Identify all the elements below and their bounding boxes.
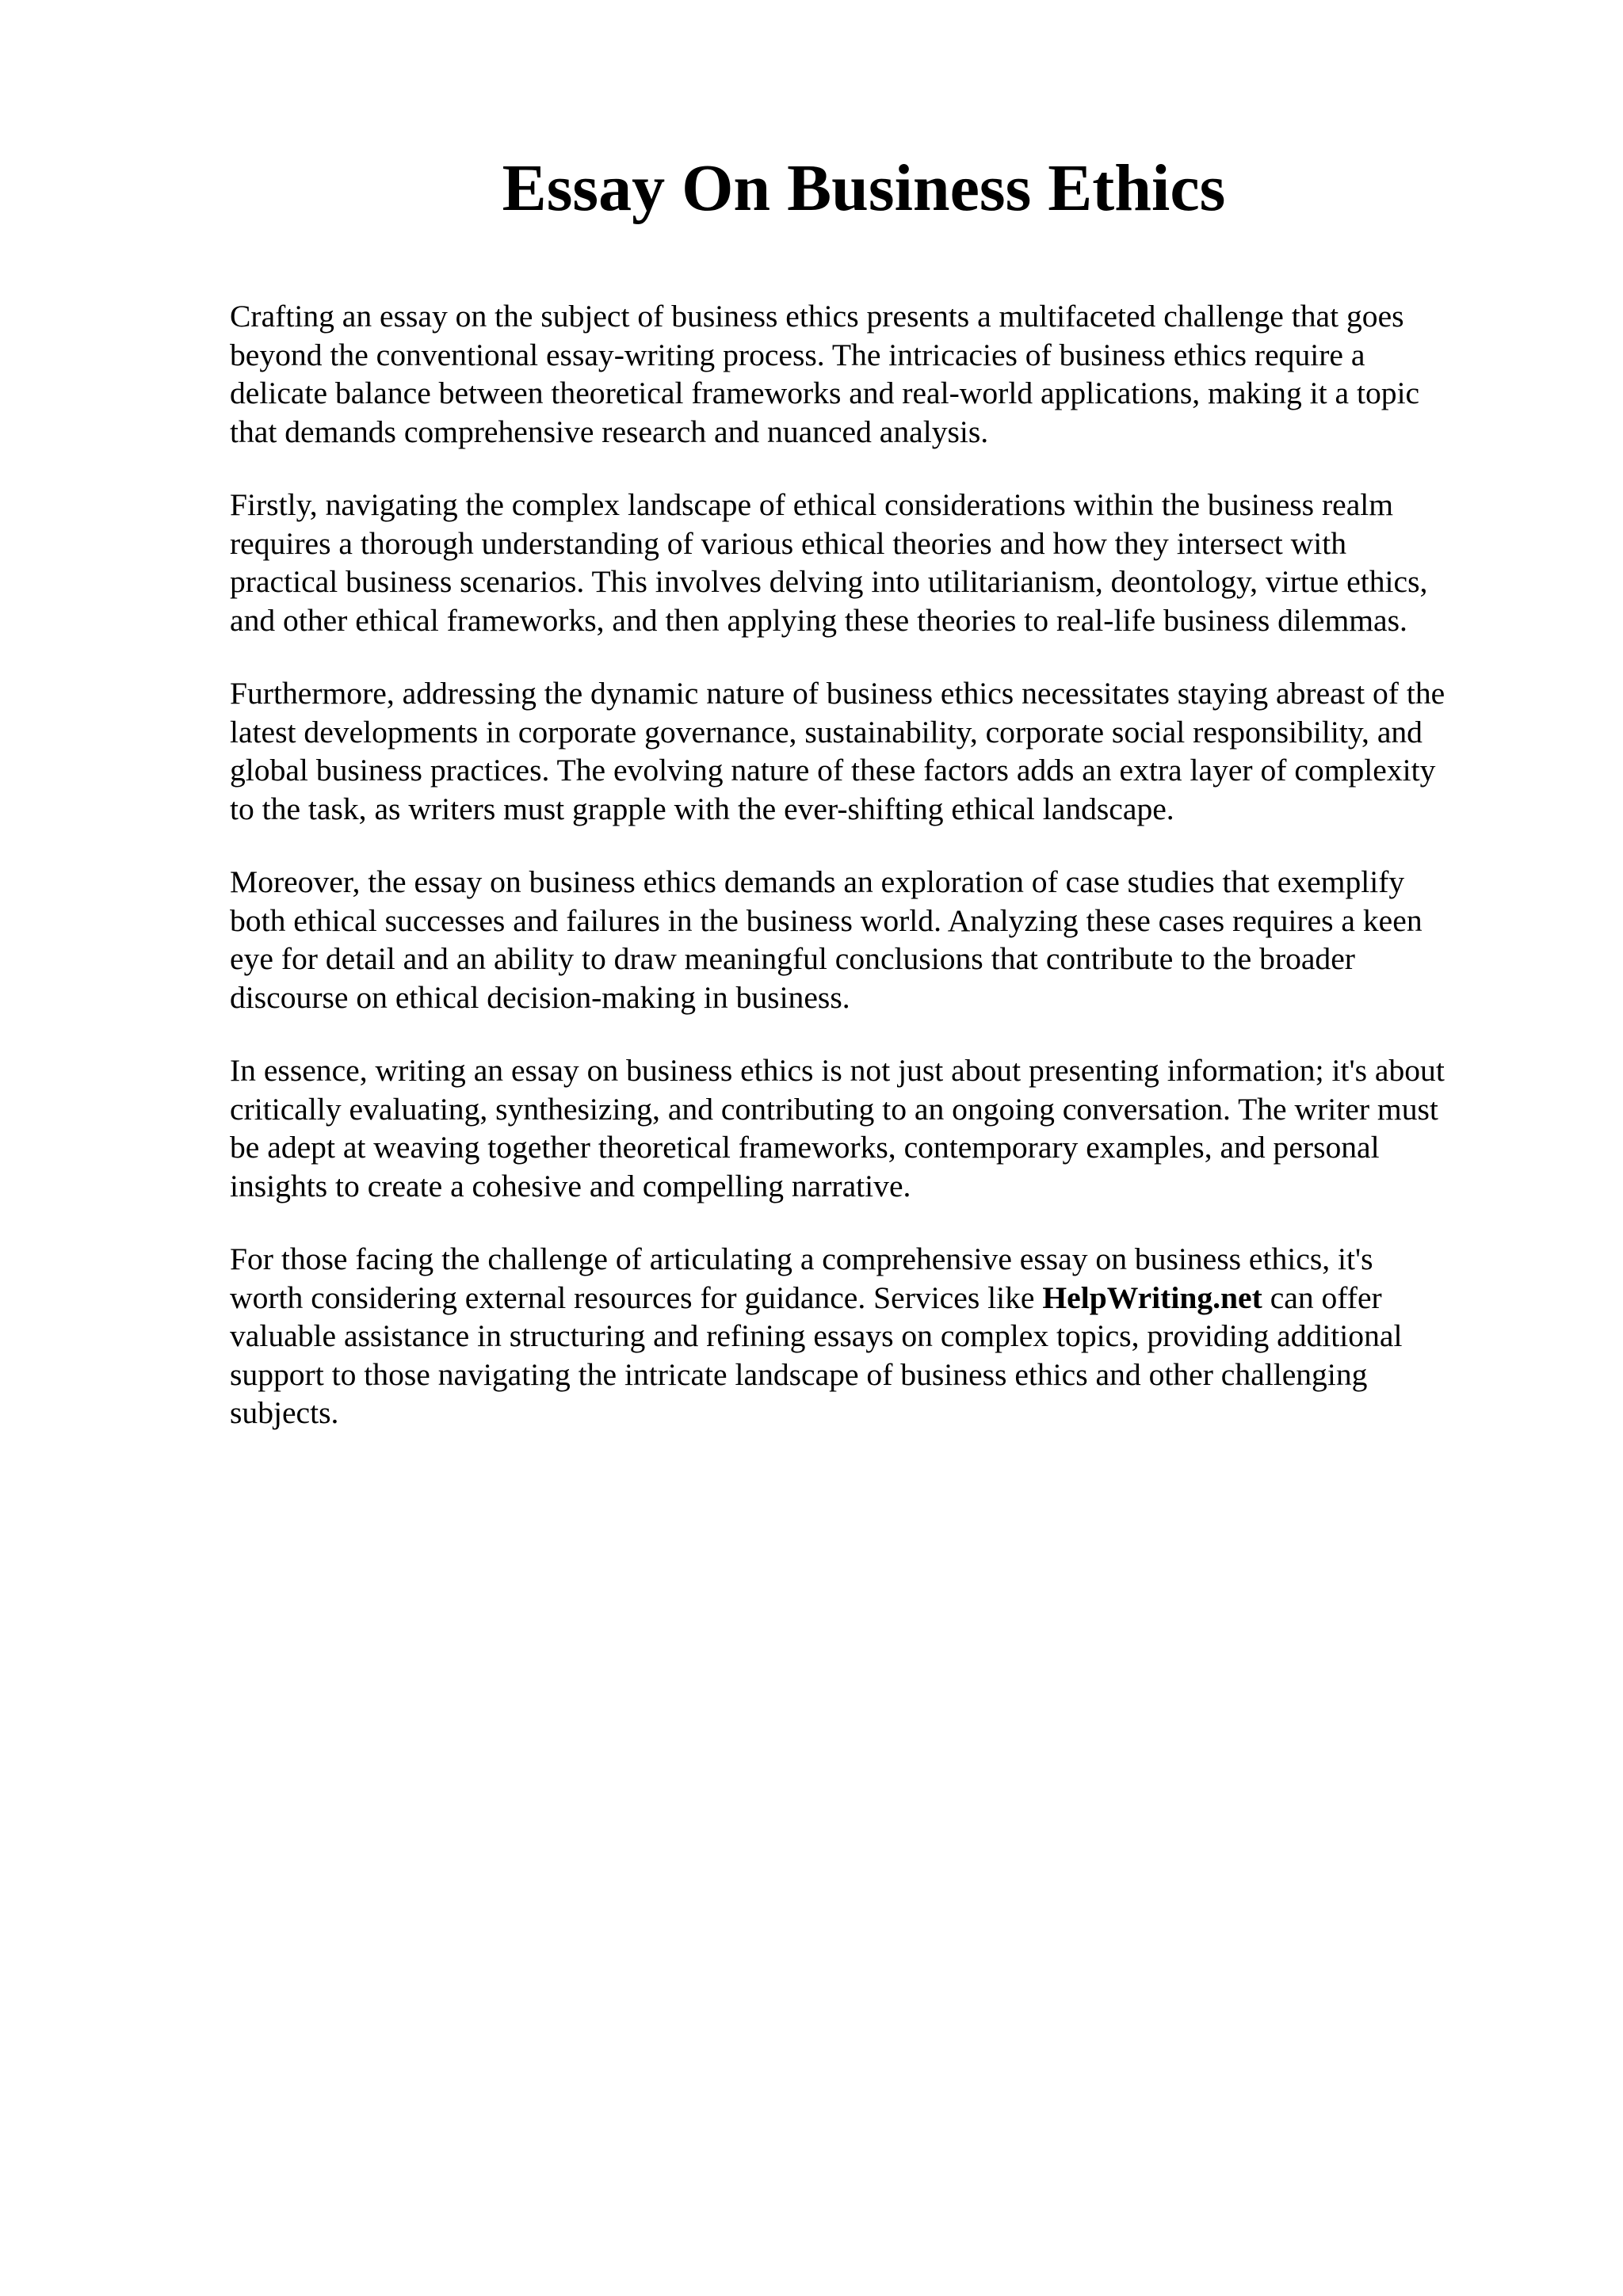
text-line: be adept at weaving together theoretical frameworks, contemporary examples, and personal [230, 1130, 1380, 1165]
paragraph-1 [230, 297, 1514, 451]
text-line: Firstly, navigating the complex landscape of ethical considerations within the business realm [230, 487, 1394, 522]
text-line: global business practices. The evolving nature of these factors adds an extra layer of complexity [230, 753, 1436, 788]
paragraph-4 [230, 863, 1514, 1016]
text-line: eye for detail and an ability to draw meaningful conclusions that contribute to the broader [230, 941, 1355, 976]
text-line: Furthermore, addressing the dynamic nature of business ethics necessitates staying abreast of the [230, 676, 1445, 711]
text-line: critically evaluating, synthesizing, and contributing to an ongoing conversation. The writer must [230, 1091, 1438, 1127]
text-segment: worth considering external resources for guidance. Services like [230, 1280, 1043, 1315]
text-line: Moreover, the essay on business ethics demands an exploration of case studies that exemplify [230, 864, 1405, 899]
text-line: insights to create a cohesive and compelling narrative. [230, 1168, 911, 1203]
text-line: both ethical successes and failures in the business world. Analyzing these cases requires a keen [230, 902, 1423, 938]
paragraph-3 [230, 674, 1514, 828]
text-line: In essence, writing an essay on business ethics is not just about presenting information; it's about [230, 1053, 1445, 1088]
helpwriting-link[interactable]: HelpWriting.net [1042, 1280, 1262, 1315]
text-line: For those facing the challenge of articulating a comprehensive essay on business ethics, it's [230, 1241, 1373, 1276]
text-line: latest developments in corporate governance, sustainability, corporate social responsibility, and [230, 714, 1423, 749]
essay-body [230, 297, 1514, 1467]
text-line: and other ethical frameworks, and then applying these theories to real-life business dilemmas. [230, 602, 1407, 638]
text-line: Crafting an essay on the subject of business ethics presents a multifaceted challenge that goes [230, 299, 1404, 334]
paragraph-2 [230, 486, 1514, 639]
text-line-with-link [230, 1279, 1514, 1318]
text-line: valuable assistance in structuring and refining essays on complex topics, providing additional [230, 1318, 1403, 1353]
page-title: Essay On Business Ethics [502, 151, 1226, 225]
text-line: requires a thorough understanding of various ethical theories and how they intersect with [230, 525, 1347, 561]
text-segment: can offer [1262, 1280, 1382, 1315]
paragraph-5 [230, 1051, 1514, 1205]
text-line: support to those navigating the intricate landscape of business ethics and other challenging [230, 1356, 1368, 1392]
paragraph-6 [230, 1240, 1514, 1432]
text-line: practical business scenarios. This involves delving into utilitarianism, deontology, virtue ethics, [230, 564, 1428, 599]
text-line: delicate balance between theoretical frameworks and real-world applications, making it a topic [230, 376, 1420, 410]
text-line: to the task, as writers must grapple with the ever-shifting ethical landscape. [230, 791, 1174, 826]
text-line: that demands comprehensive research and nuanced analysis. [230, 414, 989, 449]
text-line: subjects. [230, 1395, 339, 1430]
text-line: discourse on ethical decision-making in business. [230, 979, 850, 1015]
text-line: beyond the conventional essay-writing process. The intricacies of business ethics require a [230, 337, 1365, 372]
